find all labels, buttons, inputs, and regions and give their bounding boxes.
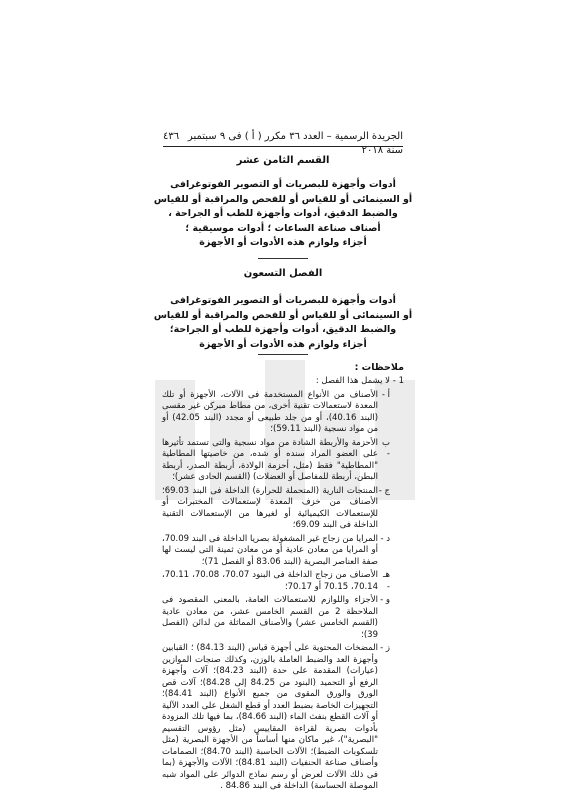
note-subitem	[162, 643, 390, 793]
note-intro: لا يشمل هذا الفصل :	[315, 376, 390, 386]
gazette-issue-line: الجريدة الرسمية – العدد ٣٦ مكرر ( أ ) فى ٩ سبتمبر سنة ٢٠١٨	[187, 131, 403, 156]
section-heading-line: أصناف صناعة الساعات ؛ أدوات موسيقية ؛	[185, 222, 381, 234]
chapter-title: الفصل التسعون	[243, 268, 323, 279]
subitem-text: الأصناف من الأنواع المستخدمة فى الآلات، الأجهزة أو تلك المعدة لاستعمالات تقنية أخرى، من مطاط مبركن غير مقسى (البند 40.16)، أو من جلد طبيعى أو مجدد (البند 42.05) أو من مواد نسجية (البند 59.11)؛	[162, 389, 379, 434]
section-heading-line: أدوات وأجهزة للبصريات أو التصوير الفوتوغرافى	[170, 179, 396, 190]
subitem-text: الأجزاء واللوازم للاستعمالات العامة، بالمعنى المقصود فى الملاحظة 2 من القسم الخامس عشر، من معادن عادية (القسم الخامس عشر) والأصناف المماثلة من لدائن (الفصل 39)؛	[162, 595, 378, 640]
chapter-heading-line: أجزاء ولوازم هذه الأدوات أو الأجهزة	[199, 338, 367, 350]
note-number: 1 -	[392, 376, 404, 386]
page-number: ٤٣٦	[163, 131, 180, 142]
note-subitem	[162, 534, 390, 569]
note-subitem	[162, 570, 390, 593]
note-subitem	[162, 595, 390, 641]
note-subitem	[162, 390, 390, 436]
subitem-text: المنتجات النارية (المتحملة للحرارة) الداخلة فى البند 69.03؛ الأصناف من خزف المعدة لإستعمالات المختبرات أو للإستعمالات الكيميائية أو لغيرها من الإستعمالات التقنية الداخلة فى البند 69.09؛	[162, 485, 378, 530]
chapter-heading-line: أو السينمائى أو للقياس أو للفحص والمراقبة أو للقياس	[153, 309, 413, 321]
section-title: القسم الثامن عشر	[236, 155, 330, 166]
note-item-1	[162, 376, 404, 388]
section-heading-line: أو السينمائى أو للقياس أو للفحص والمراقبة أو للقياس	[153, 193, 413, 205]
subitem-text: الأصناف من زجاج الداخلة فى البنود 70.07، 70.08، 70.11، 70.14، 70.15 أو 70.17؛	[162, 570, 378, 592]
subitem-letter: ج -	[378, 485, 390, 496]
page-header	[163, 130, 403, 158]
separator-line	[258, 258, 308, 259]
section-heading-line: والضبط الدقيق، أدوات وأجهزة للطب أو الجراحة ،	[168, 208, 398, 219]
subitem-text: الأحزمة والأربطة الشادة من مواد نسجية والتى تستمد تأثيرها على العضو المراد سنده أو شده، من خاصيتها المطاطية "المطاطية" فقط (مثل، أحزمة الولادة، أربطة الصدر، أربطة البطن، أربطة للمفاصل أو العضلات) (القسم الحادى عشر)؛	[162, 437, 378, 482]
note-subitem	[162, 486, 390, 532]
section-heading	[0, 178, 566, 251]
chapter-heading-line: أدوات وأجهزة للبصريات أو التصوير الفوتوغرافى	[170, 295, 396, 306]
section-heading-line: أجزاء ولوازم هذه الأدوات أو الأجهزة	[199, 237, 367, 248]
separator-line	[258, 354, 308, 355]
note-subitem	[162, 438, 390, 484]
subitem-text: المضخات المحتوية على أجهزة قياس (البند 84.13) ؛ القبابين وأجهزة العد والضبط العاملة بالوزن، وكذلك صنجات الموازين (عيارات) المقدمة على حدة (البند 84.23)؛ آلات وأجهزة الرفع أو التحميد (البنود من 84.25 إلى 84.28)؛ آلات قص الورق والورق المقوى من جميع الأنواع (البند 84.41)؛ التجهيزات الخاصة بضبط العدد أو قطع الشغل على العدد الآلية أو آلات القطع بنفث الماء (البند 84.66)، بما فيها تلك المزودة بأدوات بصرية لقراءة المقاييس (مثل رؤوس التقسيم "البصرية")، غير ماكان منها أساساً من الأجهزة البصرية (مثل تلسكوبات الضبط)؛ الآلات الحاسبة (البند 84.70)؛ الصمامات وأصناف صناعة الحنفيات (البند 84.81)؛ الآلات والأجهزة (بما فى ذلك الآلات لعرض أو رسم نماذج الدوائر على المواد شبه الموصلة الحساسة) الداخلة فى البند 84.86 .	[162, 643, 379, 791]
subitem-letter: د -	[380, 533, 390, 544]
notes-body	[162, 376, 404, 795]
subitem-letter: ب -	[381, 437, 390, 459]
subitem-letter: و -	[380, 595, 390, 605]
chapter-heading	[0, 294, 566, 352]
subitem-text: المرايا من زجاج غير المشغولة بصريا الداخلة فى البند 70.09، أو المرايا من معادن عادية أو من معادن ثمينة التى ليست لها صفة العناصر البصرية (البند 83.06 أو الفصل 71)؛	[161, 533, 378, 567]
notes-label: ملاحظات :	[354, 362, 404, 373]
subitem-letter: ز -	[380, 643, 390, 653]
subitem-letter: هـ -	[383, 570, 390, 592]
header-rule	[163, 146, 403, 147]
chapter-heading-line: والضبط الدقيق، أدوات وأجهزة للطب أو الجراحة؛	[169, 324, 397, 335]
subitem-letter: أ -	[381, 389, 390, 400]
